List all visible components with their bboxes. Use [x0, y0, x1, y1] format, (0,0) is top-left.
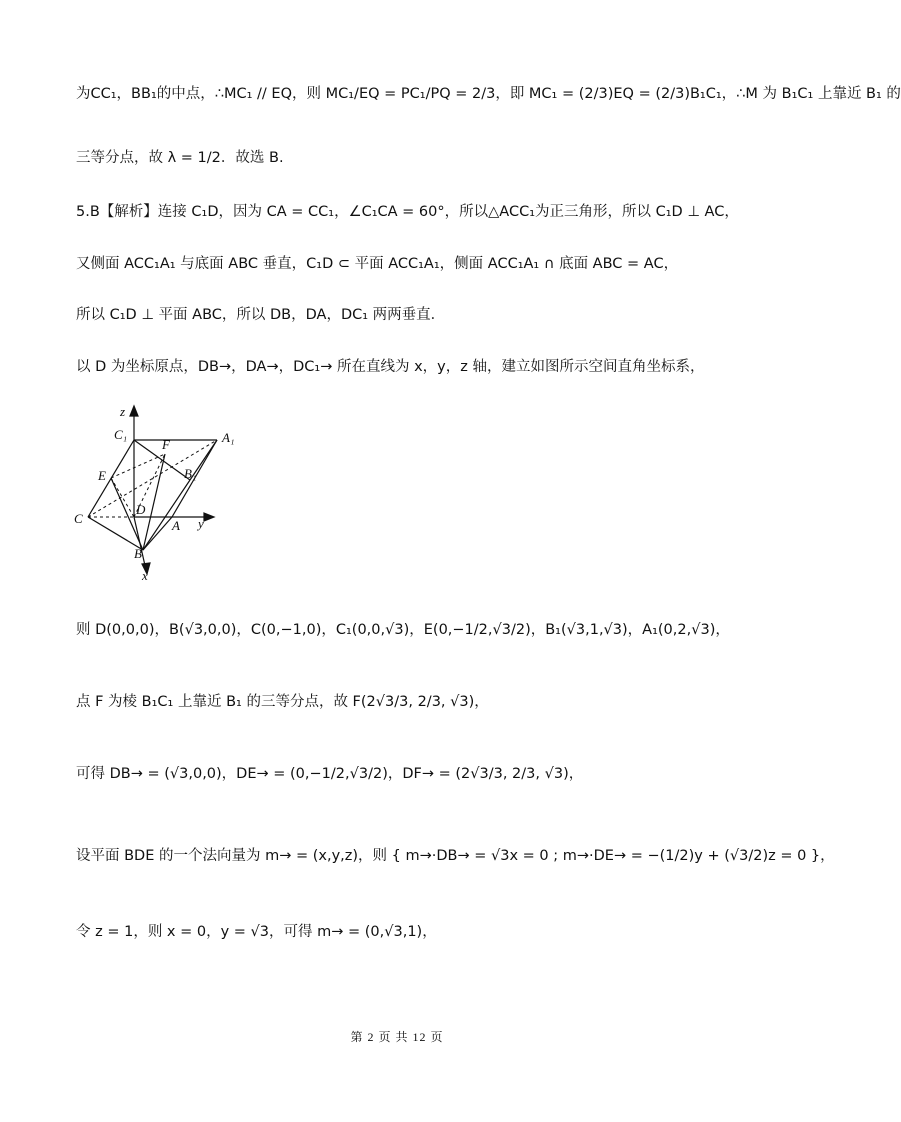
z-arrow: [130, 406, 138, 416]
label-A: A: [172, 518, 180, 533]
text-line-10: 设平面 BDE 的一个法向量为 m→ = (x,y,z)，则 { m→·DB→ = √3x = 0 ; m→·DE→ = −(1/2)y + (√3/2)z = 0 }，: [76, 848, 835, 864]
label-C1: C₁: [114, 427, 128, 442]
label-B: B: [134, 546, 142, 561]
text-line-2: 三等分点，故 λ = 1/2．故选 B.: [76, 150, 284, 166]
label-F: F: [162, 437, 170, 452]
solution-5-heading: 5.B【解析】连接 C₁D，因为 CA = CC₁，∠C₁CA = 60°，所以△ACC₁为正三角形，所以 C₁D ⊥ AC，: [76, 204, 739, 220]
text-line-5: 所以 C₁D ⊥ 平面 ABC，所以 DB，DA，DC₁ 两两垂直．: [76, 307, 446, 323]
label-C: C: [74, 511, 83, 526]
label-E: E: [98, 468, 106, 483]
text-line-11: 令 z = 1，则 x = 0，y = √3，可得 m→ = (0,√3,1)，: [76, 924, 437, 940]
label-D: D: [136, 502, 146, 517]
y-arrow: [204, 513, 214, 521]
coordinate-prism-figure: [70, 402, 250, 584]
label-y: y: [198, 516, 204, 531]
label-x: x: [142, 568, 148, 583]
text-line-9: 可得 DB→ = (√3,0,0)，DE→ = (0,−1/2,√3/2)，DF→ = (2√3/3, 2/3, √3)，: [76, 766, 584, 782]
text-line-8: 点 F 为棱 B₁C₁ 上靠近 B₁ 的三等分点，故 F(2√3/3, 2/3, √3)，: [76, 694, 489, 710]
text-line-4: 又侧面 ACC₁A₁ 与底面 ABC 垂直，C₁D ⊂ 平面 ACC₁A₁，侧面 ACC₁A₁ ∩ 底面 ABC = AC，: [76, 256, 679, 272]
label-B1: B₁: [184, 466, 197, 481]
text-line-6: 以 D 为坐标原点，DB→，DA→，DC₁→ 所在直线为 x，y，z 轴，建立如图所示空间直角坐标系，: [76, 359, 705, 375]
text-line-7: 则 D(0,0,0)，B(√3,0,0)，C(0,−1,0)，C₁(0,0,√3)，E(0,−1/2,√3/2)，B₁(√3,1,√3)，A₁(0,2,√3)，: [76, 622, 730, 638]
text-line-1: 为CC₁，BB₁的中点，∴MC₁ // EQ，则 MC₁/EQ = PC₁/PQ = 2/3，即 MC₁ = (2/3)EQ = (2/3)B₁C₁，∴M 为 B₁C₁ 上靠近 B₁ 的: [76, 86, 901, 102]
label-A1: A₁: [222, 430, 235, 445]
page-footer: 第 2 页 共 12 页: [350, 1030, 444, 1044]
label-z: z: [120, 404, 126, 419]
